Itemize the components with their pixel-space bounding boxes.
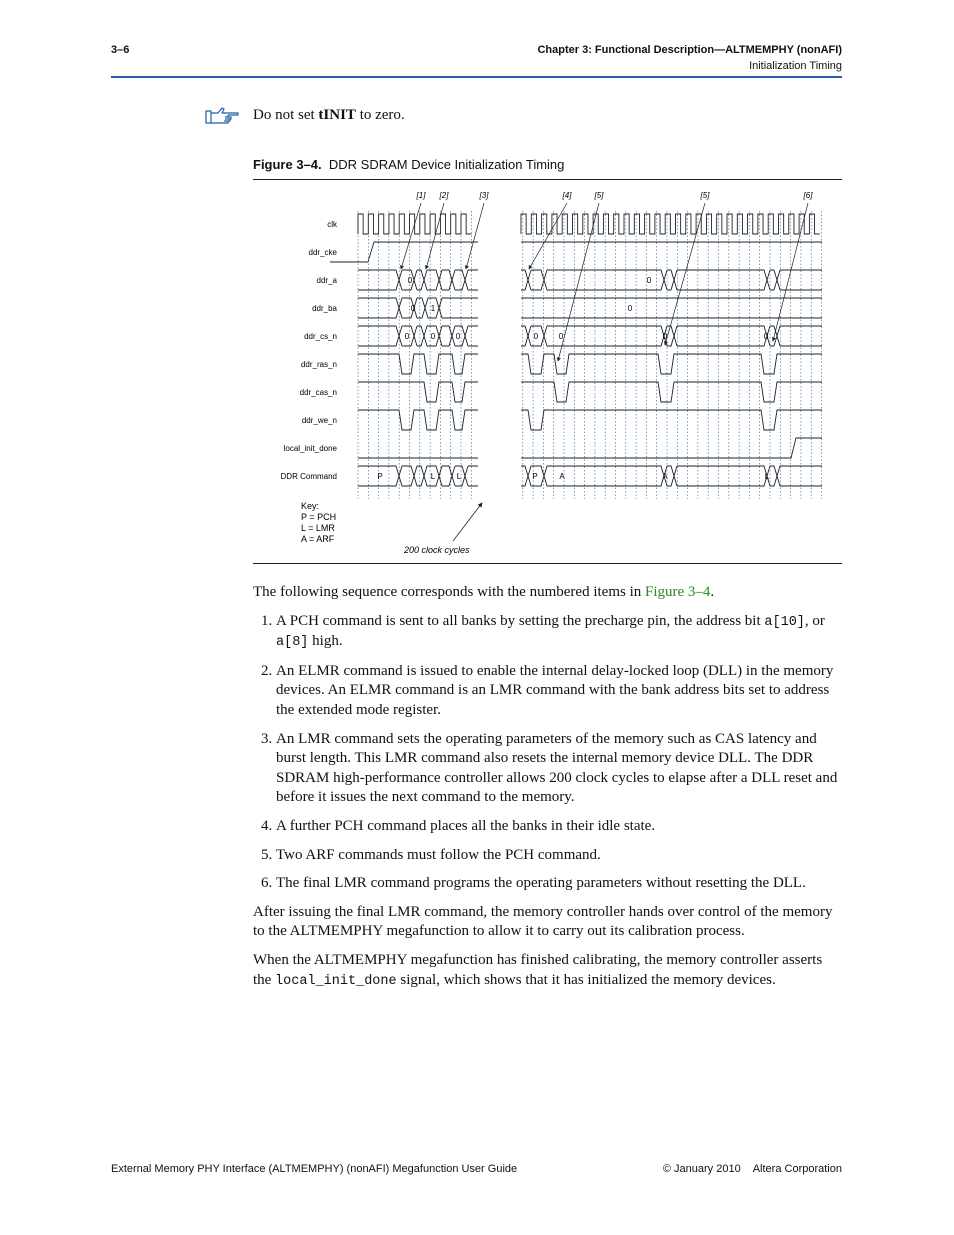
bus-value: 0 [407, 276, 413, 285]
callout-marker: [2] [439, 191, 449, 200]
callout-marker: [5] [594, 191, 604, 200]
signal-labels [281, 220, 338, 481]
callout-marker: [3] [479, 191, 489, 200]
intro-text: The following sequence corresponds with the numbered items in [253, 584, 645, 600]
item-text: A PCH command is sent to all banks by setting the precharge pin, the address bit [276, 612, 765, 629]
signal-label: clk [327, 220, 337, 229]
note-suffix: to zero. [355, 107, 405, 123]
paragraph [253, 951, 843, 991]
local-init-done-wave [521, 438, 822, 458]
ddr-a-wave [521, 270, 822, 280]
figure-number: Figure 3–4. [253, 157, 322, 172]
ddr-a-wave [521, 280, 822, 290]
timing-diagram [253, 181, 842, 561]
paragraph-text: signal, which shows that it has initialized the memory devices. [396, 971, 776, 988]
note-text [253, 107, 405, 124]
bus-value: 0 [558, 332, 564, 341]
signal-label: ddr_a [316, 276, 337, 285]
bus-value: 0 [404, 332, 410, 341]
callout-marker: [1] [416, 191, 426, 200]
callout-pointer [529, 203, 567, 269]
signal-label: ddr_cas_n [299, 388, 337, 397]
list-item: 3. An LMR command sets the operating parameters of the memory such as CAS latency and burst length. This LMR command also resets the internal memory device DLL. The DDR SDRAM high-performance controller allows 200 clock cycles to elapse after a DLL reset and before it issues the next command to the memory. [276, 730, 843, 808]
footer-date: © January 2010 [662, 1163, 741, 1175]
waveforms [330, 214, 822, 486]
list-item: 5. Two ARF commands must follow the PCH command. [276, 846, 843, 866]
callout-pointer [662, 203, 705, 345]
ddr-a-wave [358, 270, 478, 280]
key-item: L = LMR [301, 523, 335, 533]
signal-label: local_init_done [283, 444, 337, 453]
signal-label: DDR Command [280, 472, 337, 481]
ddr-ras-n-wave [358, 354, 478, 374]
figure-title: DDR SDRAM Device Initialization Timing [328, 157, 565, 172]
ddr-ba-wave [358, 308, 478, 318]
gap-label: 200 clock cycles [404, 545, 470, 555]
ddr-we-n-wave [521, 410, 822, 430]
bus-value: P [377, 472, 383, 481]
list-item [276, 612, 843, 653]
bus-value: 0 [455, 332, 461, 341]
code-term: local_init_done [275, 973, 397, 989]
paragraph: After issuing the final LMR command, the memory controller hands over control of the memory to the ALTMEMPHY megafunction to allow it to carry out its calibration process. [253, 903, 833, 940]
bus-value: P [532, 472, 538, 481]
figure-rule-top [253, 179, 842, 180]
bus-value: 0 [646, 276, 652, 285]
ddr-cas-n-wave [521, 382, 822, 402]
pointing-hand-icon [204, 106, 240, 126]
chapter-title: Chapter 3: Functional Description—ALTMEMPHY (nonAFI) [537, 44, 842, 56]
ddr-command-wave [521, 476, 822, 486]
key-title: Key: [301, 501, 320, 511]
body-text [253, 583, 843, 1000]
intro-suffix: . [710, 584, 715, 600]
section-title: Initialization Timing [749, 60, 842, 72]
page-number: 3–6 [111, 44, 130, 56]
bus-value: 0 [533, 332, 539, 341]
list-item: 2. An ELMR command is issued to enable the internal delay-locked loop (DLL) in the memory devices. An ELMR command is an LMR command with the bank address bits set to address the extended mode register. [276, 662, 843, 721]
list-item: 4. A further PCH command places all the banks in their idle state. [276, 817, 843, 837]
ddr-cas-n-wave [358, 382, 478, 402]
ddr-cs-n-wave [521, 326, 822, 336]
ddr-a-wave [358, 280, 478, 290]
header-rule [111, 76, 842, 78]
bus-value: 0 [662, 332, 668, 341]
callout-marker: [6] [803, 191, 813, 200]
signal-label: ddr_ba [312, 304, 337, 313]
gap-pointer-line [453, 503, 482, 541]
item-text: , or [804, 612, 825, 629]
figure-caption [253, 157, 564, 172]
clock-gridlines [358, 211, 822, 499]
footer-title: External Memory PHY Interface (ALTMEMPHY) (nonAFI) Megafunction User Guide [111, 1163, 518, 1175]
bus-value: 0 [410, 304, 416, 313]
bus-value: 0 [430, 332, 436, 341]
bus-value: A [662, 472, 668, 481]
item-text: high. [308, 633, 343, 650]
bus-value: 0 [627, 304, 633, 313]
ddr-ba-wave [358, 298, 478, 308]
code-term: a[10] [764, 614, 805, 630]
sequence-list [253, 612, 843, 894]
note-prefix: Do not set [253, 107, 319, 123]
callout-marker: [5] [700, 191, 710, 200]
figure-rule-bottom [253, 563, 842, 564]
ddr-we-n-wave [358, 410, 478, 430]
paragraph-text: When the ALTMEMPHY megafunction has finished calibrating, the memory controller asserts the [253, 951, 823, 988]
ddr-ras-n-wave [521, 354, 822, 374]
key-item: P = PCH [301, 512, 337, 522]
bus-values [377, 276, 769, 481]
callout-pointer [426, 203, 444, 269]
bus-value: L [456, 472, 462, 481]
key-item: A = ARF [301, 534, 335, 544]
bus-value: L [764, 472, 770, 481]
clk-wave [521, 214, 820, 234]
intro-paragraph [253, 583, 843, 603]
signal-label: ddr_we_n [301, 416, 337, 425]
list-item: 6. The final LMR command programs the operating parameters without resetting the DLL. [276, 874, 843, 894]
signal-label: ddr_cs_n [304, 332, 337, 341]
bus-value: A [559, 472, 565, 481]
bus-value: L [430, 472, 436, 481]
callout-pointer [401, 203, 421, 269]
signal-label: ddr_cke [308, 248, 337, 257]
figure-link[interactable]: Figure 3–4 [645, 584, 711, 600]
footer-right [663, 1163, 842, 1175]
footer-company: Altera Corporation [752, 1163, 842, 1175]
ddr-cs-n-wave [521, 336, 822, 346]
code-term: a[8] [276, 635, 309, 651]
note-bold-term: tINIT [318, 107, 356, 123]
ddr-command-wave [521, 466, 822, 476]
callout-pointer [466, 203, 484, 269]
callout-marker: [4] [562, 191, 572, 200]
signal-label: ddr_ras_n [300, 360, 337, 369]
bus-value: 1 [430, 304, 436, 313]
bus-value: 0 [763, 332, 769, 341]
callout-markers [401, 191, 813, 361]
